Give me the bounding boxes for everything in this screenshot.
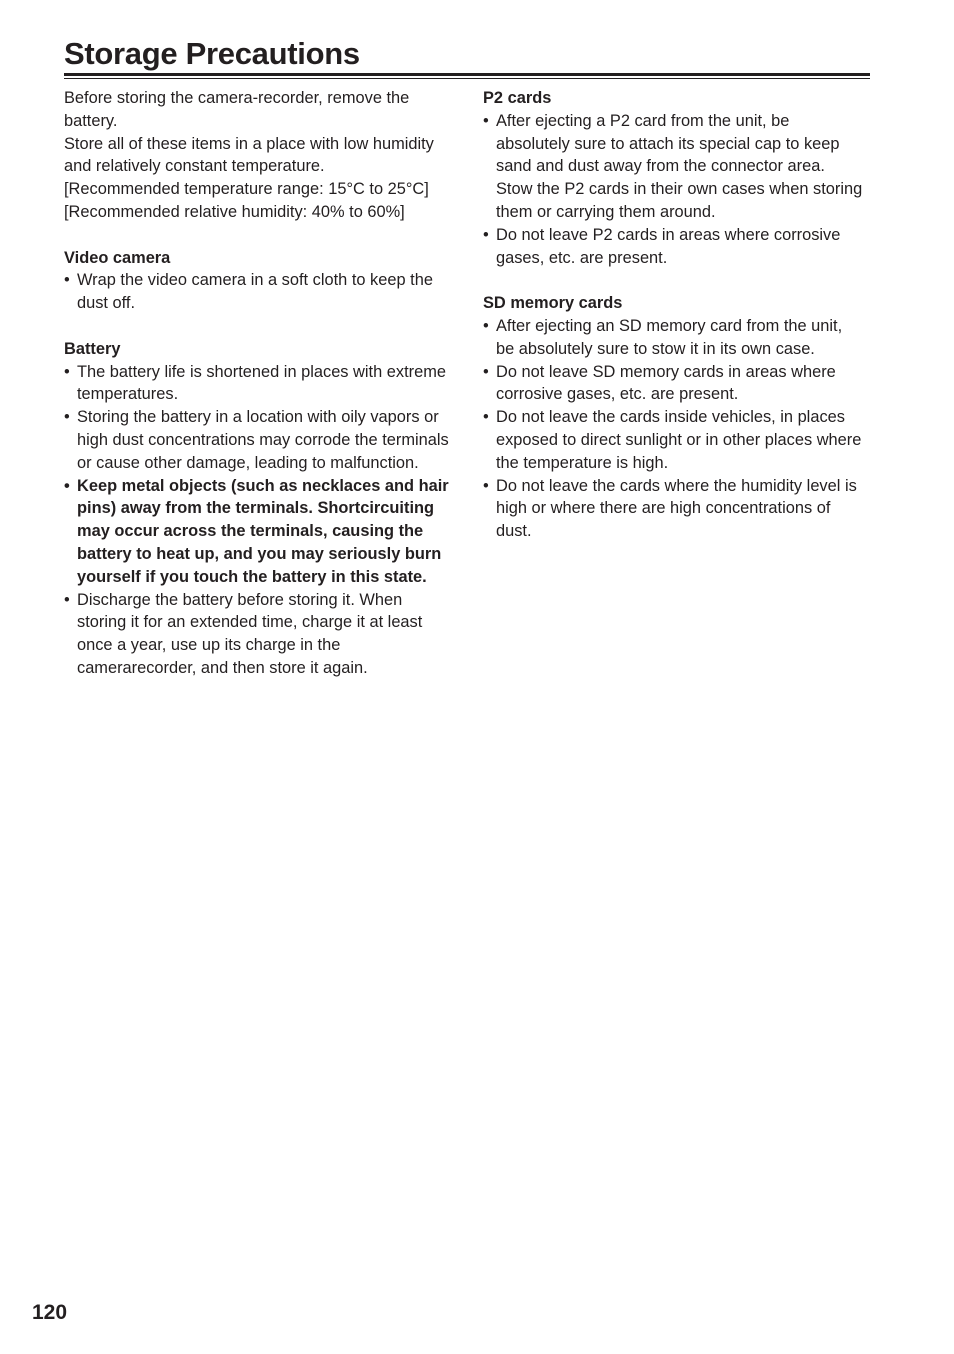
list-item: • Do not leave P2 cards in areas where corrosive gases, etc. are present. <box>483 224 863 270</box>
left-column <box>64 87 454 680</box>
list-item: • Do not leave the cards where the humidity level is high or where there are high concentrations of dust. <box>483 475 863 543</box>
list-item: • Do not leave the cards inside vehicles, in places exposed to direct sunlight or in other places where the temperature is high. <box>483 406 863 474</box>
list-item: • The battery life is shortened in places with extreme temperatures. <box>64 361 454 407</box>
list-item: • After ejecting a P2 card from the unit, be absolutely sure to attach its special cap to keep sand and dust away from the connector area. Stow the P2 cards in their own cases when storing them or carrying them around. <box>483 110 863 224</box>
video-camera-list <box>64 269 454 315</box>
page-number: 120 <box>32 1301 68 1324</box>
p2-cards-list <box>483 110 863 270</box>
list-item: • Do not leave SD memory cards in areas where corrosive gases, etc. are present. <box>483 361 863 407</box>
title-rule-thin <box>64 78 870 79</box>
list-item: • Wrap the video camera in a soft cloth to keep the dust off. <box>64 269 454 315</box>
intro-humidity-range: [Recommended relative humidity: 40% to 60%] <box>64 202 405 221</box>
video-camera-heading: Video camera <box>64 248 171 267</box>
list-item: • Discharge the battery before storing it. When storing it for an extended time, charge it at least once a year, use up its charge in the camerarecorder, and then store it again. <box>64 589 454 680</box>
battery-warning-item: • Keep metal objects (such as necklaces and hair pins) away from the terminals. Shortcircuiting may occur across the terminals, causing the battery to heat up, and you may seriously burn yourself if you touch the battery in this state. <box>64 475 454 589</box>
page-title: Storage Precautions <box>64 36 360 71</box>
battery-list <box>64 361 454 680</box>
intro-line-2: Store all of these items in a place with low humidity and relatively constant temperature. <box>64 134 434 176</box>
right-column <box>483 87 863 543</box>
sd-cards-heading: SD memory cards <box>483 294 623 313</box>
battery-heading: Battery <box>64 339 121 358</box>
title-rule-thick <box>64 73 870 76</box>
intro-line-1: Before storing the camera-recorder, remove the battery. <box>64 89 410 130</box>
sd-cards-list <box>483 315 863 543</box>
intro-temperature-range: [Recommended temperature range: 15°C to 25°C] <box>64 180 429 199</box>
list-item: • Storing the battery in a location with oily vapors or high dust concentrations may corrode the terminals or cause other damage, leading to malfunction. <box>64 406 454 474</box>
p2-cards-heading: P2 cards <box>483 89 552 107</box>
list-item: • After ejecting an SD memory card from the unit, be absolutely sure to stow it in its own case. <box>483 315 863 361</box>
